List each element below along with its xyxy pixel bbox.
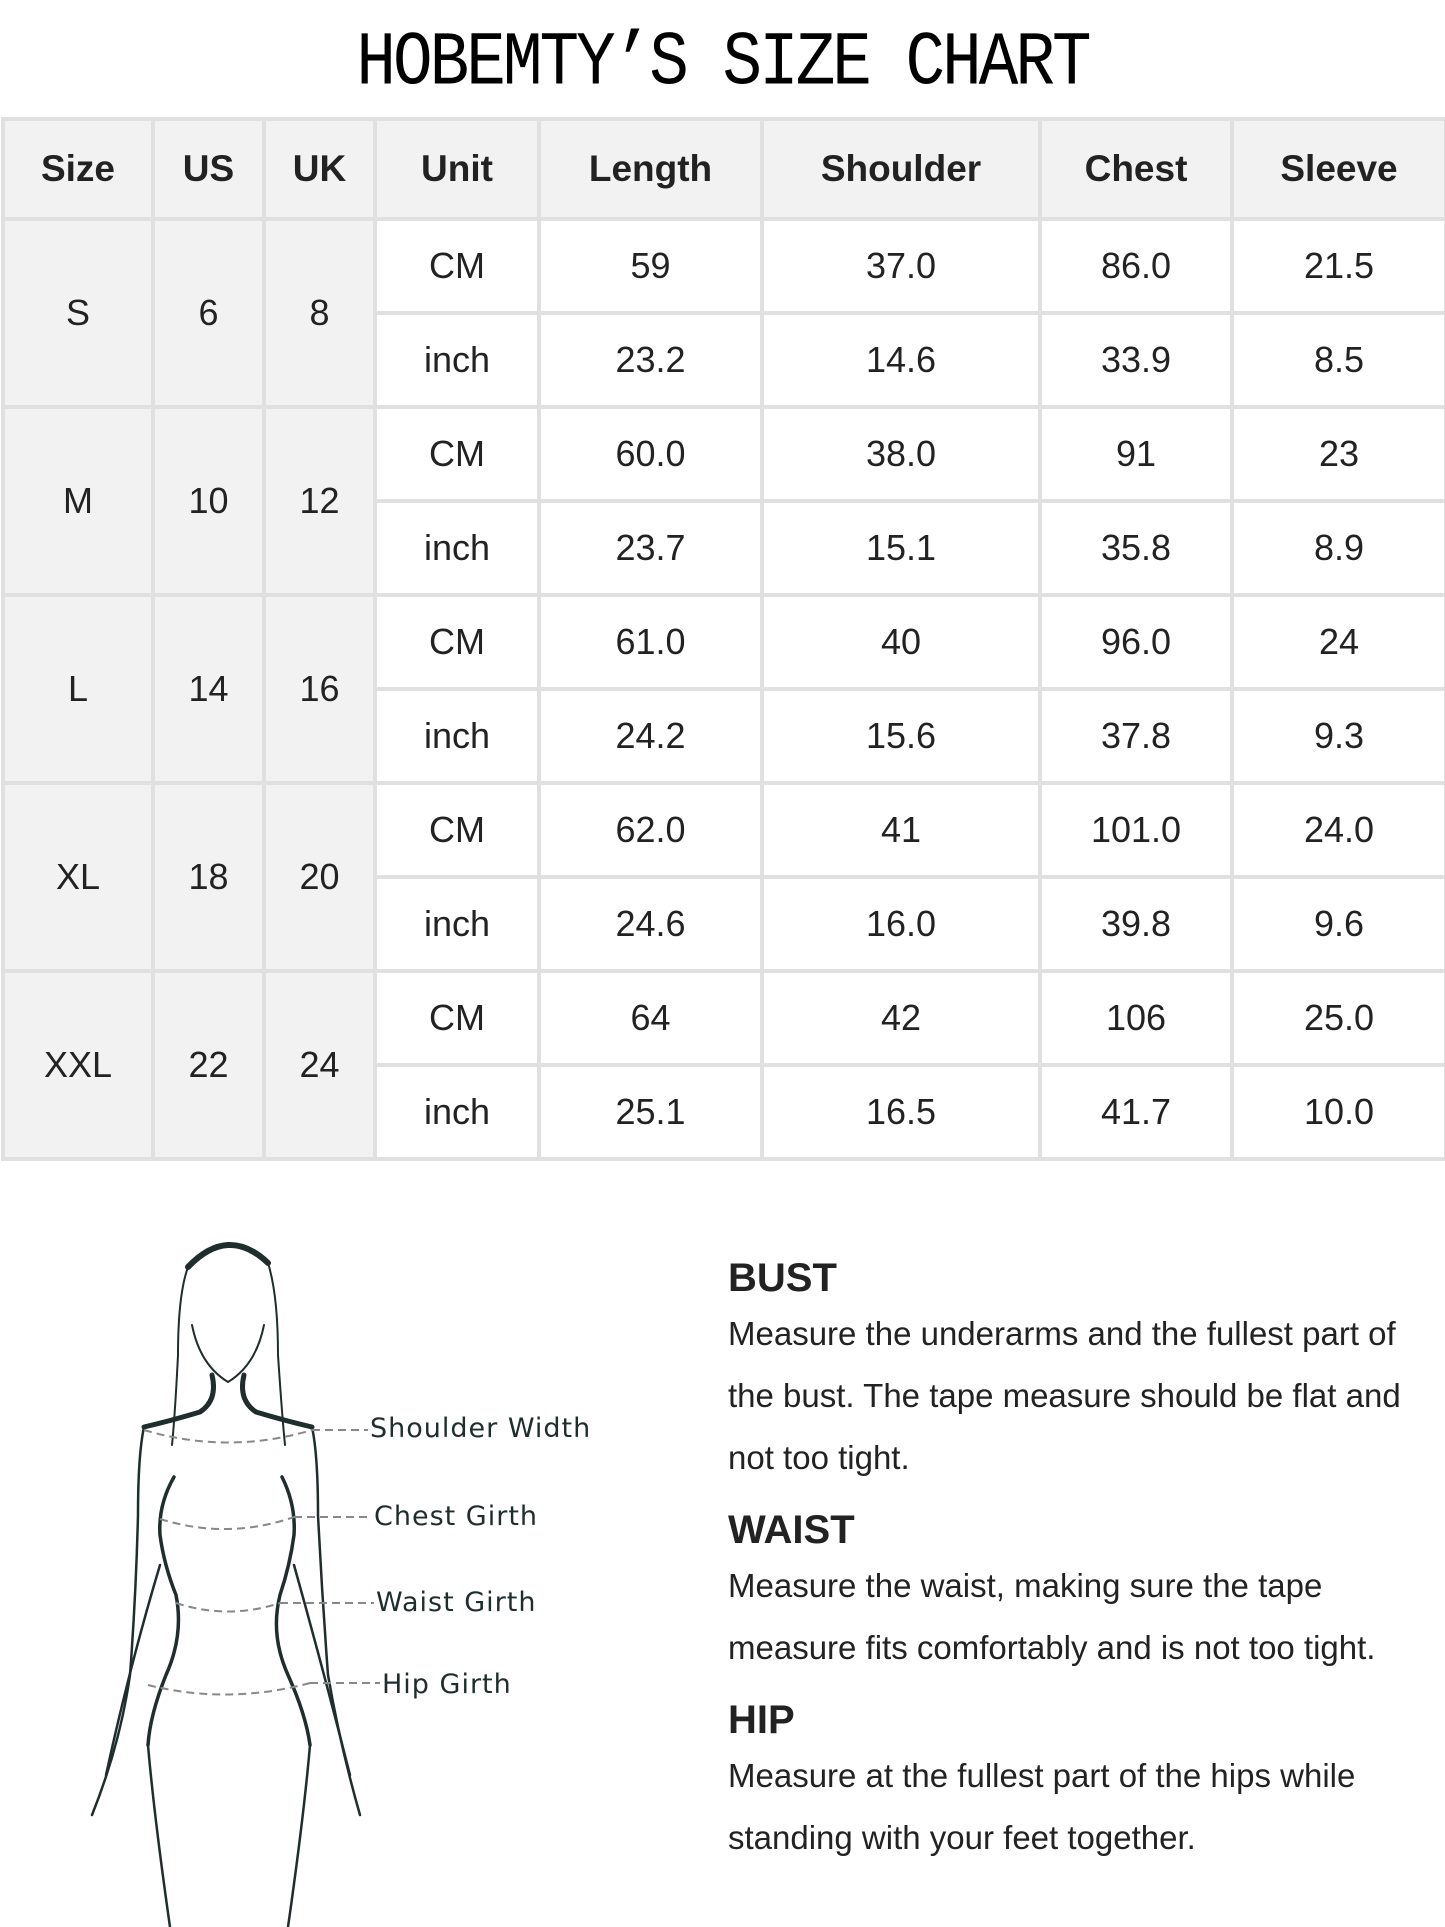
shoulder-cell: 42 xyxy=(762,971,1040,1065)
us-cell: 22 xyxy=(153,971,264,1159)
uk-cell: 12 xyxy=(264,407,375,595)
sleeve-cell: 9.6 xyxy=(1232,877,1445,971)
shoulder-cell: 38.0 xyxy=(762,407,1040,501)
waist-text-line: measure fits comfortably and is not too tight. xyxy=(728,1629,1376,1666)
header-us: US xyxy=(153,119,264,219)
us-cell: 18 xyxy=(153,783,264,971)
table-row xyxy=(3,595,1445,689)
table-row xyxy=(3,783,1445,877)
waist-girth-label: Waist Girth xyxy=(376,1587,537,1618)
body-measurement-diagram xyxy=(60,1215,700,1927)
sleeve-cell: 25.0 xyxy=(1232,971,1445,1065)
hip-girth-label: Hip Girth xyxy=(382,1669,512,1700)
chest-cell: 96.0 xyxy=(1040,595,1232,689)
length-cell: 23.2 xyxy=(539,313,762,407)
bust-text-line: the bust. The tape measure should be flat and xyxy=(728,1377,1401,1414)
header-uk: UK xyxy=(264,119,375,219)
unit-cell: CM xyxy=(375,971,539,1065)
bust-heading: BUST xyxy=(728,1256,837,1300)
header-size: Size xyxy=(3,119,153,219)
uk-cell: 20 xyxy=(264,783,375,971)
table-row xyxy=(3,971,1445,1065)
header-length: Length xyxy=(539,119,762,219)
hip-guide xyxy=(728,1695,1438,1869)
unit-cell: CM xyxy=(375,783,539,877)
shoulder-cell: 40 xyxy=(762,595,1040,689)
bust-text-line: Measure the underarms and the fullest part of xyxy=(728,1315,1396,1352)
length-cell: 23.7 xyxy=(539,501,762,595)
hip-text-line: Measure at the fullest part of the hips while xyxy=(728,1757,1356,1794)
chest-cell: 37.8 xyxy=(1040,689,1232,783)
us-cell: 14 xyxy=(153,595,264,783)
chest-cell: 41.7 xyxy=(1040,1065,1232,1159)
size-chart-table xyxy=(1,117,1445,1161)
us-cell: 6 xyxy=(153,219,264,407)
length-cell: 24.2 xyxy=(539,689,762,783)
sleeve-cell: 23 xyxy=(1232,407,1445,501)
size-cell: XXL xyxy=(3,971,153,1159)
chest-cell: 106 xyxy=(1040,971,1232,1065)
chest-cell: 86.0 xyxy=(1040,219,1232,313)
unit-cell: CM xyxy=(375,219,539,313)
header-unit: Unit xyxy=(375,119,539,219)
shoulder-cell: 15.6 xyxy=(762,689,1040,783)
length-cell: 25.1 xyxy=(539,1065,762,1159)
bust-text-line: not too tight. xyxy=(728,1439,910,1476)
sleeve-cell: 9.3 xyxy=(1232,689,1445,783)
shoulder-width-label: Shoulder Width xyxy=(370,1413,592,1444)
chest-cell: 35.8 xyxy=(1040,501,1232,595)
header-sleeve: Sleeve xyxy=(1232,119,1445,219)
sleeve-cell: 8.9 xyxy=(1232,501,1445,595)
shoulder-cell: 16.0 xyxy=(762,877,1040,971)
size-cell: L xyxy=(3,595,153,783)
uk-cell: 8 xyxy=(264,219,375,407)
unit-cell: inch xyxy=(375,1065,539,1159)
female-figure-icon xyxy=(60,1215,700,1927)
length-cell: 61.0 xyxy=(539,595,762,689)
sleeve-cell: 21.5 xyxy=(1232,219,1445,313)
length-cell: 24.6 xyxy=(539,877,762,971)
length-cell: 62.0 xyxy=(539,783,762,877)
bust-guide xyxy=(728,1253,1438,1489)
table-header-row xyxy=(3,119,1445,219)
sleeve-cell: 24.0 xyxy=(1232,783,1445,877)
size-cell: XL xyxy=(3,783,153,971)
uk-cell: 24 xyxy=(264,971,375,1159)
waist-text-line: Measure the waist, making sure the tape xyxy=(728,1567,1323,1604)
waist-guide xyxy=(728,1505,1438,1679)
size-cell: M xyxy=(3,407,153,595)
page-title: HOBEMTY’S SIZE CHART xyxy=(356,20,1089,107)
hip-text-line: standing with your feet together. xyxy=(728,1819,1196,1856)
chest-girth-label: Chest Girth xyxy=(374,1501,539,1532)
shoulder-cell: 16.5 xyxy=(762,1065,1040,1159)
chest-cell: 39.8 xyxy=(1040,877,1232,971)
chest-cell: 33.9 xyxy=(1040,313,1232,407)
shoulder-cell: 37.0 xyxy=(762,219,1040,313)
table-row xyxy=(3,219,1445,313)
hip-heading: HIP xyxy=(728,1698,795,1742)
chest-cell: 91 xyxy=(1040,407,1232,501)
header-chest: Chest xyxy=(1040,119,1232,219)
unit-cell: CM xyxy=(375,407,539,501)
chest-cell: 101.0 xyxy=(1040,783,1232,877)
shoulder-cell: 15.1 xyxy=(762,501,1040,595)
us-cell: 10 xyxy=(153,407,264,595)
uk-cell: 16 xyxy=(264,595,375,783)
waist-heading: WAIST xyxy=(728,1508,855,1552)
unit-cell: inch xyxy=(375,689,539,783)
header-shoulder: Shoulder xyxy=(762,119,1040,219)
table-row xyxy=(3,407,1445,501)
length-cell: 60.0 xyxy=(539,407,762,501)
size-cell: S xyxy=(3,219,153,407)
unit-cell: inch xyxy=(375,313,539,407)
sleeve-cell: 24 xyxy=(1232,595,1445,689)
shoulder-cell: 14.6 xyxy=(762,313,1040,407)
unit-cell: inch xyxy=(375,501,539,595)
length-cell: 59 xyxy=(539,219,762,313)
sleeve-cell: 10.0 xyxy=(1232,1065,1445,1159)
unit-cell: CM xyxy=(375,595,539,689)
length-cell: 64 xyxy=(539,971,762,1065)
shoulder-cell: 41 xyxy=(762,783,1040,877)
unit-cell: inch xyxy=(375,877,539,971)
sleeve-cell: 8.5 xyxy=(1232,313,1445,407)
